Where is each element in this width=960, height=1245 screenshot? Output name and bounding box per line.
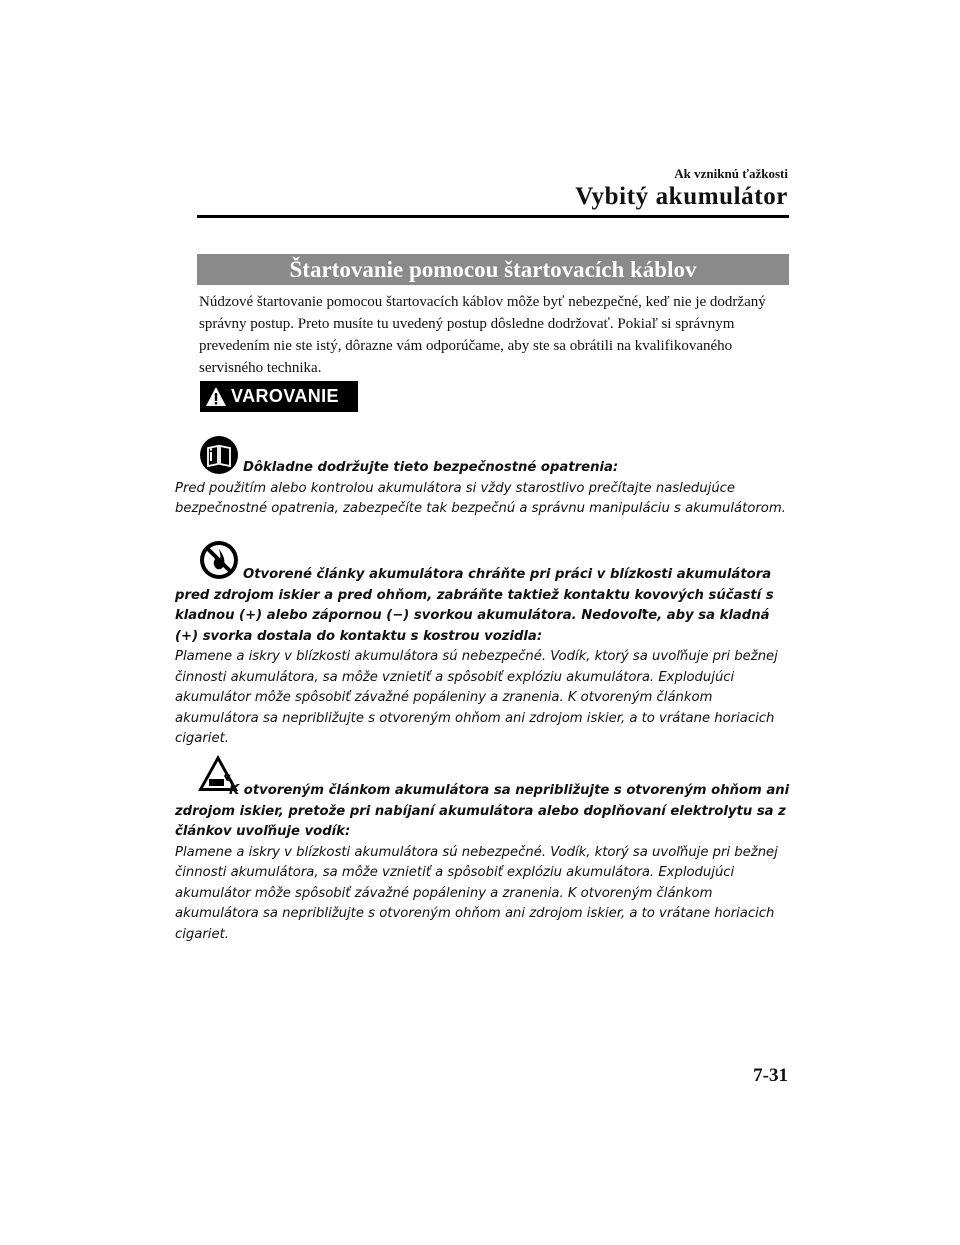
safety-block-1 — [175, 458, 795, 520]
safety-heading-2: Otvorené články akumulátora chráňte pri práci v blízkosti akumulátora pred zdrojom iskier a pred ohňom, zabráňte taktiež kontaktu kovových súčastí s kladnou (+) alebo zápornou (−) svorkou akumulátora. Nedovoľte, aby sa kladná (+) svorka dostala do kontaktu s kostrou vozidla: — [175, 567, 774, 644]
section-title: Vybitý akumulátor — [575, 183, 788, 210]
chapter-title: Ak vzniknú ťažkosti — [674, 166, 788, 181]
safety-body-1: Pred použitím alebo kontrolou akumulátora si vždy starostlivo prečítajte nasledujúce bezpečnostné opatrenia, zabezpečíte tak bezpečnú a správnu manipuláciu s akumulátorom. — [175, 480, 786, 516]
safety-heading-3: K otvoreným článkom akumulátora sa nepribližujte s otvoreným ohňom ani zdrojom iskier, pretože pri nabíjaní akumulátora alebo doplňovaní elektrolytu sa z článkov uvoľňuje vodík: — [175, 783, 790, 839]
safety-block-2 — [175, 565, 795, 750]
topic-banner: Štartovanie pomocou štartovacích káblov — [197, 254, 789, 285]
safety-body-3: Plamene a iskry v blízkosti akumulátora sú nebezpečné. Vodík, ktorý sa uvoľňuje pri bežnej činnosti akumulátora, sa môže vznietiť a spôsobiť explóziu akumulátora. Explodujúci akumulátor môže spôsobiť závažné popáleniny a zranenia. K otvoreným článkom akumulátora sa nepribližujte s otvoreným ohňom ani zdrojom iskier, a to vrátane horiacich cigariet. — [175, 844, 778, 942]
safety-body-2: Plamene a iskry v blízkosti akumulátora sú nebezpečné. Vodík, ktorý sa uvoľňuje pri bežnej činnosti akumulátora, sa môže vznietiť a spôsobiť explóziu akumulátora. Explodujúci akumulátor môže spôsobiť závažné popáleniny a zranenia. K otvoreným článkom akumulátora sa nepribližujte s otvoreným ohňom ani zdrojom iskier, a to vrátane horiacich cigariet. — [175, 649, 778, 746]
safety-block-3 — [175, 781, 795, 945]
intro-paragraph: Núdzové štartovanie pomocou štartovacích káblov môže byť nebezpečné, keď nie je dodržaný správny postup. Preto musíte tu uvedený postup dôsledne dodržovať. Pokiaľ si správnym prevedením nie ste istý, dôrazne vám odporúčame, aby ste sa obrátili na kvalifikovaného servisného technika. — [199, 294, 766, 376]
warning-label: VAROVANIE — [231, 386, 339, 406]
page-number: 7-31 — [753, 1065, 788, 1086]
warning-label-box — [200, 381, 358, 412]
safety-heading-1: Dôkladne dodržujte tieto bezpečnostné opatrenia: — [243, 460, 619, 475]
header-divider — [197, 215, 789, 218]
warning-triangle-icon — [205, 386, 227, 408]
